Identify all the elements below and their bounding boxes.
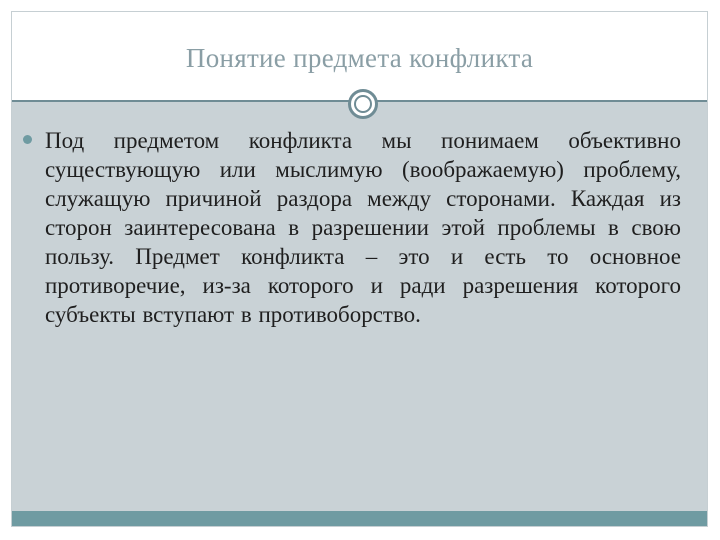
bullet-item [45,126,681,329]
bottom-accent-bar [12,511,707,526]
bullet-dot-icon [23,135,32,144]
title-area [12,12,707,101]
bullet-text: Под предметом конфликта мы понимаем объективно существующую или мыслимую (воображаемую) проблему, служащую причиной раздора между сторонами. Каждая из сторон заинтересована в разрешении этой проблемы в свою пользу. Предмет конфликта – это и есть то основное противоречие, из-за которого и ради разрешения которого субъекты вступают в противоборство. [45,128,681,327]
circle-ornament-icon [348,89,378,119]
slide-title: Понятие предмета конфликта [185,43,534,73]
